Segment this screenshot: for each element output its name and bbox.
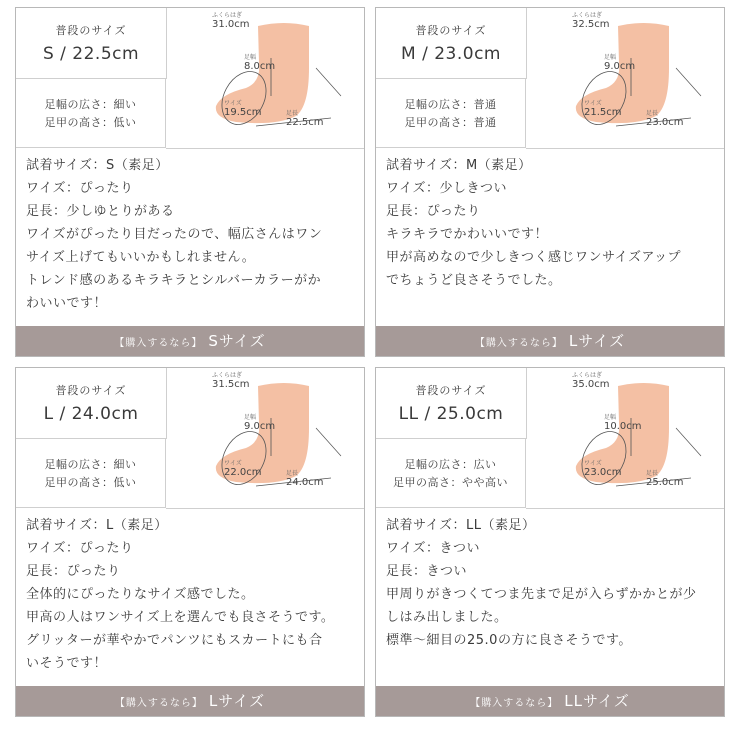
foot-measure-box xyxy=(166,8,364,149)
comment-line: わいいです！ xyxy=(26,296,108,311)
foot-width-text: 足幅の広さ：普通 xyxy=(404,98,497,111)
buy-size: Lサイズ xyxy=(568,332,626,350)
usual-size-box xyxy=(376,8,527,79)
comment-line: 試着サイズ：S（素足） xyxy=(26,158,169,173)
usual-size-value: S / 22.5cm xyxy=(42,44,140,64)
foot-illustration-icon xyxy=(526,368,724,508)
buy-size: LLサイズ xyxy=(564,692,630,710)
buy-prefix: 【購入するなら】 xyxy=(470,698,559,709)
foot-width-text: 足幅の広さ：細い xyxy=(44,458,137,471)
calf-measure: ふくらはぎ 32.5cm xyxy=(572,12,610,30)
calf-measure: ふくらはぎ 31.0cm xyxy=(212,12,250,30)
foot-illustration-icon xyxy=(526,8,724,148)
foot-instep-text: 足甲の高さ：普通 xyxy=(404,116,497,129)
comment-line: トレンド感のあるキラキラとシルバーカラーがか xyxy=(26,273,322,288)
usual-size-box xyxy=(16,8,167,79)
foot-shape-box xyxy=(16,78,166,148)
usual-size-label: 普段のサイズ xyxy=(415,384,487,397)
comment-line: 足長：ぴったり xyxy=(26,564,121,579)
recommended-size-banner xyxy=(16,686,364,716)
foot-measure-box xyxy=(526,368,724,509)
comment-line: ワイズ：ぴったり xyxy=(26,541,134,556)
instep-measure: 足幅 9.0cm xyxy=(244,414,276,432)
instep-measure: 足幅 9.0cm xyxy=(604,54,636,72)
buy-prefix: 【購入するなら】 xyxy=(114,698,203,709)
foot-illustration-icon xyxy=(166,8,364,148)
foot-width-text: 足幅の広さ：細い xyxy=(44,98,137,111)
wise-measure: ワイズ 22.0cm xyxy=(224,460,262,478)
comment-line: 足長：きつい xyxy=(386,564,468,579)
comment-line: グリッターが華やかでパンツにもスカートにも合 xyxy=(26,633,323,648)
buy-size: Lサイズ xyxy=(208,692,266,710)
length-measure: 足長 24.0cm xyxy=(286,470,324,488)
usual-size-value: L / 24.0cm xyxy=(43,404,139,424)
instep-measure: 足幅 8.0cm xyxy=(244,54,276,72)
comment-line: 足長：ぴったり xyxy=(386,204,481,219)
comment-line: 甲周りがきつくてつま先まで足が入らずかかとが少 xyxy=(386,587,697,602)
recommended-size-banner xyxy=(376,686,724,716)
usual-size-label: 普段のサイズ xyxy=(55,384,127,397)
foot-shape-box xyxy=(376,78,526,148)
wise-measure: ワイズ 21.5cm xyxy=(584,100,622,118)
comment-line: サイズ上げてもいいかもしれません。 xyxy=(26,250,256,265)
foot-shape-box xyxy=(376,438,526,508)
calf-measure: ふくらはぎ 35.0cm xyxy=(572,372,610,390)
size-card-s xyxy=(15,7,365,357)
review-comment xyxy=(26,514,356,675)
foot-instep-text: 足甲の高さ：低い xyxy=(44,476,137,489)
buy-prefix: 【購入するなら】 xyxy=(114,338,203,349)
usual-size-label: 普段のサイズ xyxy=(55,24,127,37)
wise-measure: ワイズ 23.0cm xyxy=(584,460,622,478)
comment-line: 全体的にぴったりなサイズ感でした。 xyxy=(26,587,255,602)
recommended-size-banner xyxy=(16,326,364,356)
comment-line: 甲が高めなので少しきつく感じワンサイズアップ xyxy=(386,250,682,265)
comment-line: 足長：少しゆとりがある xyxy=(26,204,175,219)
comment-line: ワイズがぴったり目だったので、幅広さんはワン xyxy=(26,227,323,242)
foot-measure-box xyxy=(526,8,724,149)
buy-size: Sサイズ xyxy=(208,332,266,350)
comment-line: いそうです！ xyxy=(26,656,108,671)
comment-line: 試着サイズ：LL（素足） xyxy=(386,518,536,533)
foot-shape-box xyxy=(16,438,166,508)
length-measure: 足長 23.0cm xyxy=(646,110,684,128)
comment-line: ワイズ：少しきつい xyxy=(386,181,507,196)
foot-instep-text: 足甲の高さ：低い xyxy=(44,116,137,129)
size-card-ll xyxy=(375,367,725,717)
comment-line: 標準～細目の25.0の方に良さそうです。 xyxy=(386,633,632,648)
foot-measure-box xyxy=(166,368,364,509)
length-measure: 足長 25.0cm xyxy=(646,470,684,488)
usual-size-label: 普段のサイズ xyxy=(415,24,487,37)
comment-line: ワイズ：ぴったり xyxy=(26,181,134,196)
size-card-m xyxy=(375,7,725,357)
comment-line: キラキラでかわいいです！ xyxy=(386,227,549,242)
comment-line: 試着サイズ：L（素足） xyxy=(26,518,168,533)
recommended-size-banner xyxy=(376,326,724,356)
comment-line: ワイズ：きつい xyxy=(386,541,480,556)
size-card-l xyxy=(15,367,365,717)
usual-size-box xyxy=(16,368,167,439)
foot-illustration-icon xyxy=(166,368,364,508)
usual-size-value: LL / 25.0cm xyxy=(398,404,504,424)
usual-size-box xyxy=(376,368,527,439)
foot-instep-text: 足甲の高さ：やや高い xyxy=(393,476,508,489)
comment-line: でちょうど良さそうでした。 xyxy=(386,273,562,288)
comment-line: 試着サイズ：M（素足） xyxy=(386,158,532,173)
wise-measure: ワイズ 19.5cm xyxy=(224,100,262,118)
buy-prefix: 【購入するなら】 xyxy=(474,338,563,349)
review-comment xyxy=(386,154,716,292)
length-measure: 足長 22.5cm xyxy=(286,110,324,128)
review-comment xyxy=(386,514,716,652)
foot-width-text: 足幅の広さ：広い xyxy=(404,458,497,471)
usual-size-value: M / 23.0cm xyxy=(401,44,501,64)
calf-measure: ふくらはぎ 31.5cm xyxy=(212,372,250,390)
comment-line: しはみ出しました。 xyxy=(386,610,508,625)
instep-measure: 足幅 10.0cm xyxy=(604,414,642,432)
review-comment xyxy=(26,154,356,315)
comment-line: 甲高の人はワンサイズ上を選んでも良さそうです。 xyxy=(26,610,335,625)
